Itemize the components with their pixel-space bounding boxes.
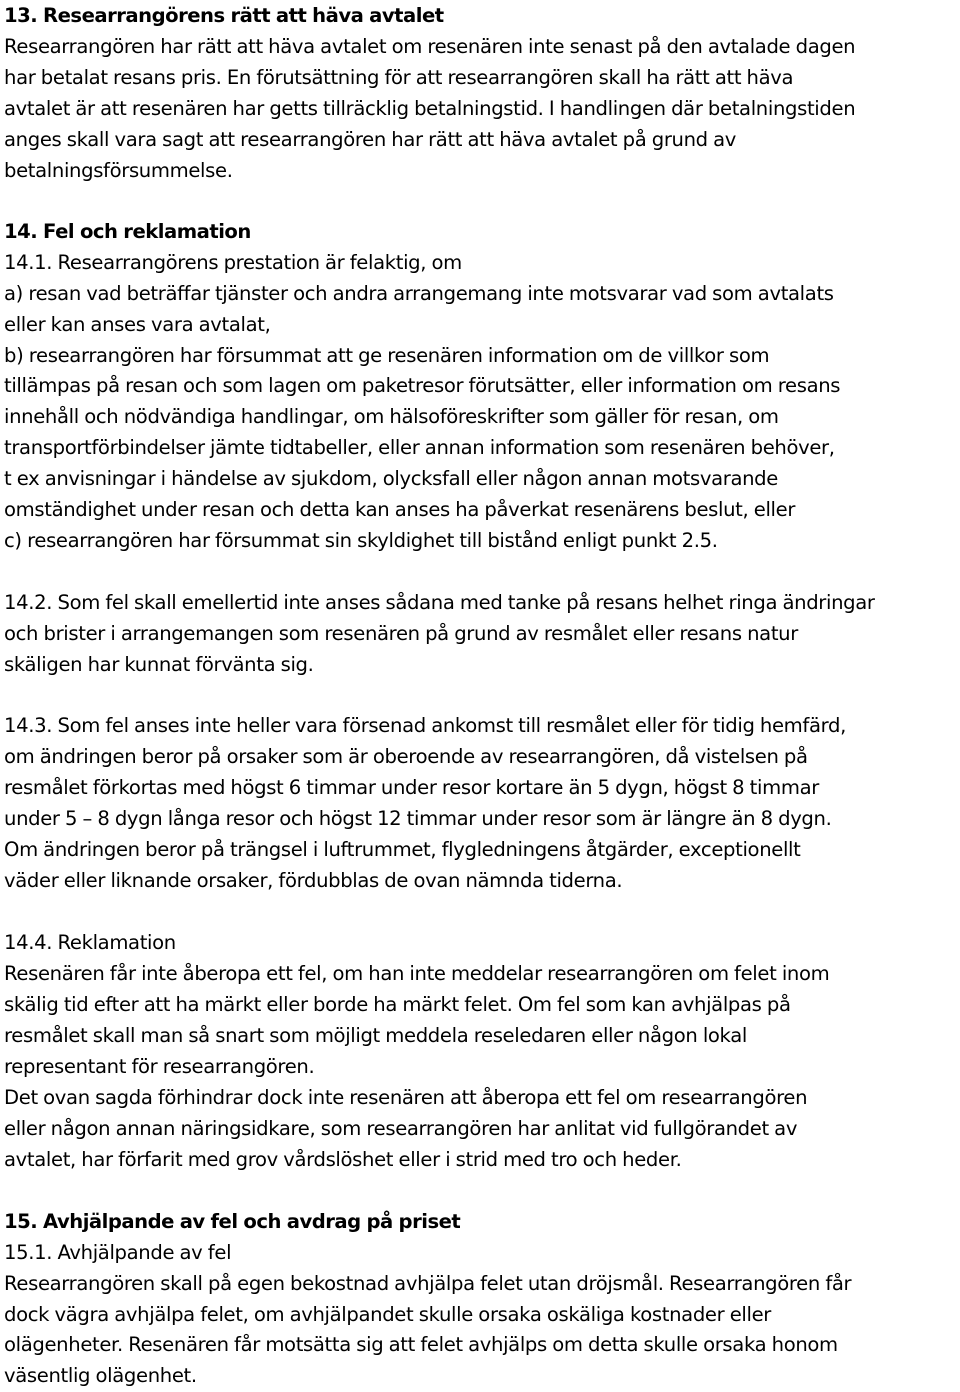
body-line: under 5 – 8 dygn långa resor och högst 12 timmar under resor som är längre än 8 dygn. [4, 807, 832, 830]
body-line: skälig tid efter att ha märkt eller borde ha märkt felet. Om fel som kan avhjälpas på [4, 993, 791, 1016]
body-line: Researrangören har rätt att häva avtalet om resenären inte senast på den avtalade dagen [4, 35, 856, 58]
subsection-heading: 15.1. Avhjälpande av fel [4, 1241, 232, 1264]
section-heading-15: 15. Avhjälpande av fel och avdrag på priset [4, 1210, 461, 1233]
body-line: eller någon annan näringsidkare, som researrangören har anlitat vid fullgörandet av [4, 1117, 798, 1140]
body-line: a) resan vad beträffar tjänster och andra arrangemang inte motsvarar vad som avtalats [4, 282, 834, 305]
body-line: avtalet, har förfarit med grov vårdslöshet eller i strid med tro och heder. [4, 1148, 682, 1171]
body-line: Resenären får inte åberopa ett fel, om han inte meddelar researrangören om felet inom [4, 962, 830, 985]
section-heading-13: 13. Researrangörens rätt att häva avtalet [4, 4, 444, 27]
body-line: olägenheter. Resenären får motsätta sig att felet avhjälps om detta skulle orsaka honom [4, 1333, 838, 1356]
body-line: c) researrangören har försummat sin skyldighet till bistånd enligt punkt 2.5. [4, 529, 718, 552]
body-line: b) researrangören har försummat att ge resenären information om de villkor som [4, 344, 770, 367]
body-line: representant för researrangören. [4, 1055, 315, 1078]
body-line: resmålet förkortas med högst 6 timmar under resor kortare än 5 dygn, högst 8 timmar [4, 776, 819, 799]
body-line: anges skall vara sagt att researrangören har rätt att häva avtalet på grund av [4, 128, 737, 151]
body-line: 14.3. Som fel anses inte heller vara försenad ankomst till resmålet eller för tidig hemfärd, [4, 714, 846, 737]
body-line: Det ovan sagda förhindrar dock inte resenären att åberopa ett fel om researrangören [4, 1086, 808, 1109]
body-line: väsentlig olägenhet. [4, 1364, 197, 1387]
body-line: betalningsförsummelse. [4, 159, 233, 182]
body-line: 14.2. Som fel skall emellertid inte anses sådana med tanke på resans helhet ringa ändringar [4, 591, 875, 614]
body-line: tillämpas på resan och som lagen om paketresor förutsätter, eller information om resans [4, 374, 841, 397]
subsection-heading: 14.4. Reklamation [4, 931, 176, 954]
body-line: Researrangören skall på egen bekostnad avhjälpa felet utan dröjsmål. Researrangören får [4, 1272, 852, 1295]
body-line: skäligen har kunnat förvänta sig. [4, 653, 314, 676]
body-line: väder eller liknande orsaker, fördubblas de ovan nämnda tiderna. [4, 869, 623, 892]
body-line: och brister i arrangemangen som resenären på grund av resmålet eller resans natur [4, 622, 798, 645]
body-line: resmålet skall man så snart som möjligt meddela reseledaren eller någon lokal [4, 1024, 747, 1047]
body-line: dock vägra avhjälpa felet, om avhjälpandet skulle orsaka oskäliga kostnader eller [4, 1303, 771, 1326]
body-line: eller kan anses vara avtalat, [4, 313, 271, 336]
body-line: om ändringen beror på orsaker som är oberoende av researrangören, då vistelsen på [4, 745, 808, 768]
body-line: har betalat resans pris. En förutsättning för att researrangören skall ha rätt att häva [4, 66, 794, 89]
body-line: 14.1. Researrangörens prestation är felaktig, om [4, 251, 462, 274]
body-line: avtalet är att resenären har getts tillräcklig betalningstid. I handlingen där betalningstiden [4, 97, 856, 120]
section-heading-14: 14. Fel och reklamation [4, 220, 251, 243]
body-line: Om ändringen beror på trängsel i luftrummet, flygledningens åtgärder, exceptionellt [4, 838, 801, 861]
body-line: t ex anvisningar i händelse av sjukdom, olycksfall eller någon annan motsvarande [4, 467, 778, 490]
body-line: innehåll och nödvändiga handlingar, om hälsoföreskrifter som gäller för resan, om [4, 405, 779, 428]
body-line: omständighet under resan och detta kan anses ha påverkat resenärens beslut, eller [4, 498, 796, 521]
body-line: transportförbindelser jämte tidtabeller, eller annan information som resenären behöver, [4, 436, 835, 459]
